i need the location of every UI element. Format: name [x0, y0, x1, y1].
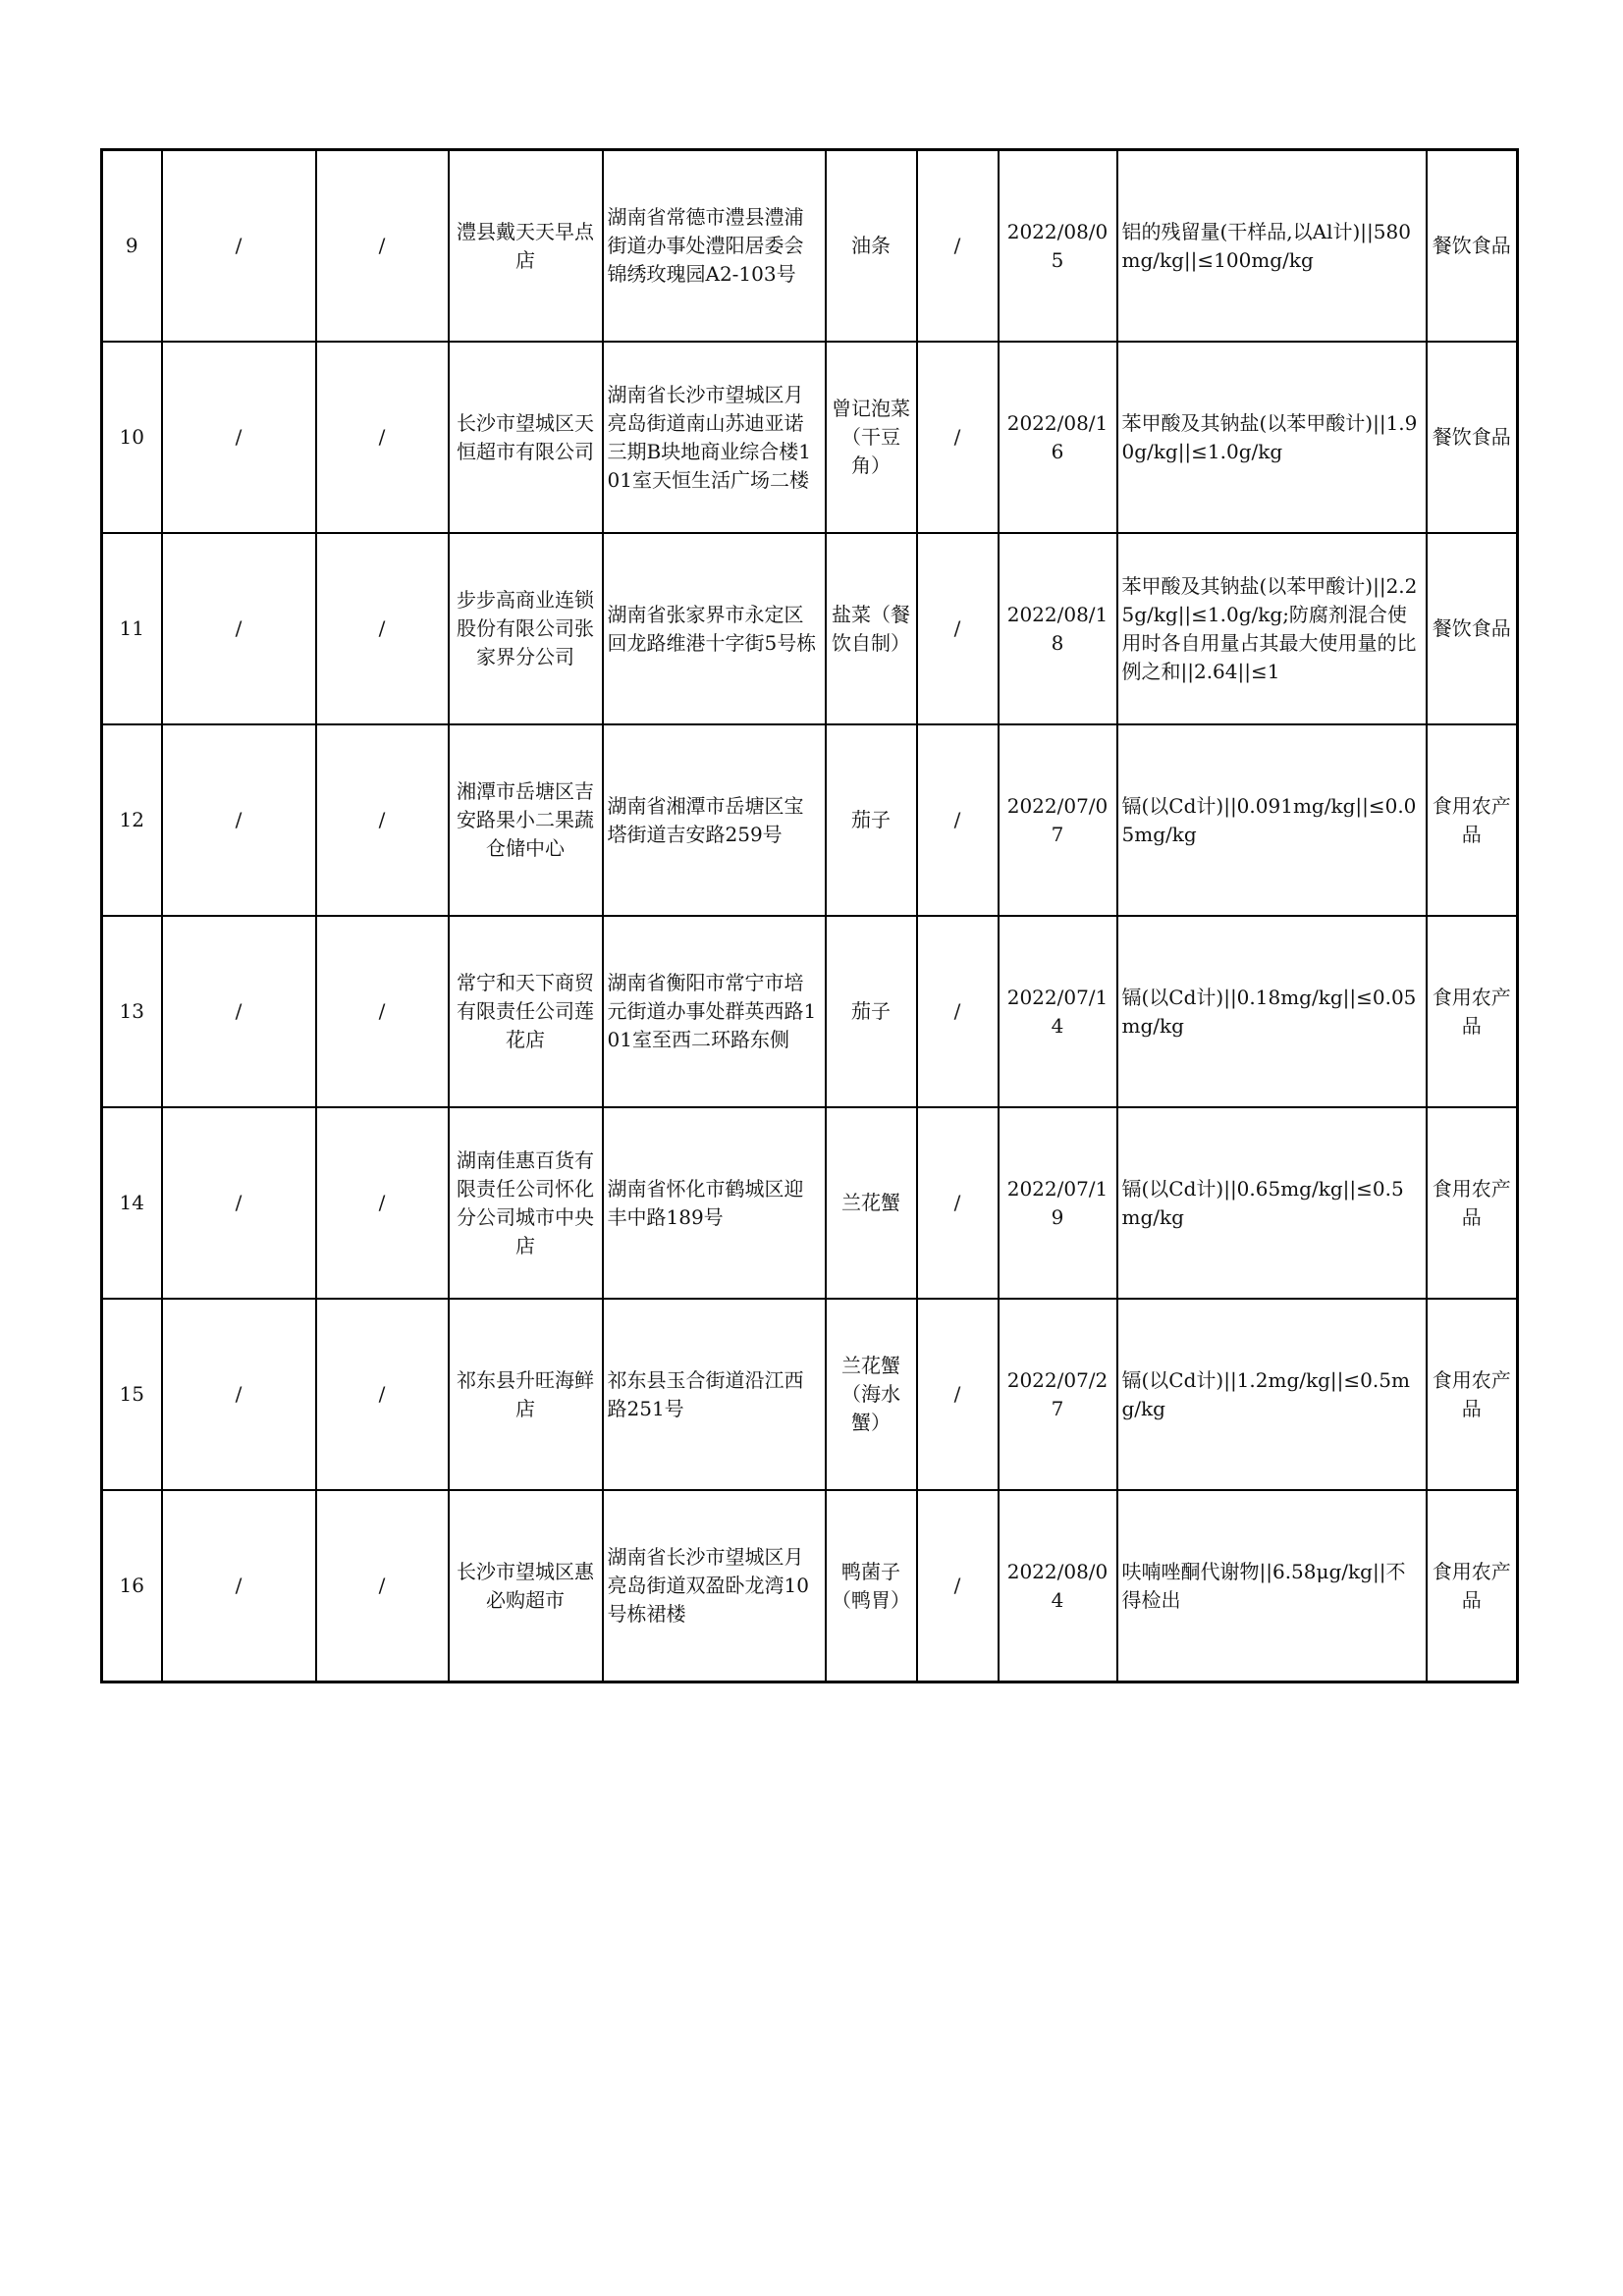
- empty-cell: [162, 916, 316, 1107]
- sample-name: [826, 916, 917, 1107]
- sample-name-text: 曾记泡菜（干豆角）: [832, 397, 910, 477]
- food-category: [1427, 533, 1518, 724]
- company-address-text: 湖南省衡阳市常宁市培元街道办事处群英西路101室至西二环路东侧: [607, 971, 817, 1051]
- food-category-text: 食用农产品: [1432, 1559, 1511, 1612]
- sample-name: [826, 150, 917, 343]
- company-address-text: 湖南省怀化市鹤城区迎丰中路189号: [607, 1176, 804, 1229]
- row-number-text: 15: [119, 1382, 144, 1406]
- empty-cell-text: /: [235, 616, 243, 640]
- spec-cell: [917, 1107, 999, 1299]
- sample-name: [826, 342, 917, 533]
- company-address-text: 湖南省张家界市永定区回龙路维港十字街5号栋: [607, 602, 817, 655]
- table-row: [102, 1490, 1518, 1682]
- empty-cell: [162, 724, 316, 916]
- company-address: [603, 1107, 826, 1299]
- company-address: [603, 1490, 826, 1682]
- row-number-text: 12: [119, 808, 144, 831]
- production-date-text: 2022/07/14: [1006, 985, 1109, 1038]
- spec-cell: [917, 533, 999, 724]
- company-address: [603, 724, 826, 916]
- company-name: [449, 342, 603, 533]
- empty-cell-text: /: [235, 425, 243, 449]
- empty-cell-text: /: [378, 234, 386, 257]
- company-name-text: 祁东县升旺海鲜店: [457, 1367, 594, 1420]
- row-number-text: 9: [125, 234, 138, 257]
- company-name: [449, 533, 603, 724]
- empty-cell: [316, 1490, 449, 1682]
- table-row: [102, 1107, 1518, 1299]
- inspection-result: [1117, 1107, 1427, 1299]
- spec-cell-text: /: [953, 999, 961, 1023]
- sample-name: [826, 1299, 917, 1490]
- empty-cell: [316, 916, 449, 1107]
- empty-cell-text: /: [378, 808, 386, 831]
- empty-cell-text: /: [235, 234, 243, 257]
- production-date-text: 2022/08/18: [1006, 602, 1109, 655]
- empty-cell: [316, 342, 449, 533]
- food-category-text: 餐饮食品: [1432, 425, 1511, 449]
- empty-cell-text: /: [235, 808, 243, 831]
- row-number-text: 16: [119, 1574, 144, 1597]
- row-number: [102, 533, 162, 724]
- company-address: [603, 342, 826, 533]
- inspection-result: [1117, 533, 1427, 724]
- sample-name-text: 茄子: [851, 808, 891, 831]
- food-category-text: 餐饮食品: [1432, 616, 1511, 640]
- row-number-text: 10: [119, 425, 144, 449]
- spec-cell: [917, 1299, 999, 1490]
- company-address: [603, 533, 826, 724]
- inspection-result-text: 苯甲酸及其钠盐(以苯甲酸计)||2.25g/kg||≤1.0g/kg;防腐剂混合使用时各自用量占其最大使用量的比例之和||2.64||≤1: [1121, 573, 1418, 683]
- inspection-results-table: [100, 148, 1519, 1683]
- spec-cell: [917, 150, 999, 343]
- sample-name: [826, 1107, 917, 1299]
- food-category: [1427, 342, 1518, 533]
- production-date: [999, 1299, 1117, 1490]
- company-address-text: 湖南省常德市澧县澧浦街道办事处澧阳居委会锦绣玫瑰园A2-103号: [607, 205, 804, 286]
- sample-name: [826, 1490, 917, 1682]
- empty-cell-text: /: [235, 1382, 243, 1406]
- sample-name-text: 盐菜（餐饮自制）: [832, 602, 910, 655]
- row-number: [102, 342, 162, 533]
- company-name-text: 常宁和天下商贸有限责任公司莲花店: [457, 971, 594, 1051]
- spec-cell-text: /: [953, 808, 961, 831]
- sample-name-text: 兰花蟹: [841, 1191, 900, 1214]
- company-name: [449, 1299, 603, 1490]
- company-address-text: 湖南省长沙市望城区月亮岛街道南山苏迪亚诺三期B块地商业综合楼101室天恒生活广场二楼: [607, 382, 811, 492]
- food-category-text: 食用农产品: [1432, 793, 1511, 846]
- company-address: [603, 916, 826, 1107]
- empty-cell: [162, 1107, 316, 1299]
- empty-cell-text: /: [378, 999, 386, 1023]
- sample-name-text: 兰花蟹（海水蟹）: [841, 1354, 900, 1434]
- food-category-text: 食用农产品: [1432, 1367, 1511, 1420]
- production-date: [999, 916, 1117, 1107]
- spec-cell-text: /: [953, 1191, 961, 1214]
- company-address: [603, 1299, 826, 1490]
- inspection-result-text: 苯甲酸及其钠盐(以苯甲酸计)||1.90g/kg||≤1.0g/kg: [1121, 410, 1418, 463]
- company-name: [449, 724, 603, 916]
- food-category: [1427, 724, 1518, 916]
- inspection-result: [1117, 1490, 1427, 1682]
- inspection-result: [1117, 916, 1427, 1107]
- inspection-result-text: 镉(以Cd计)||0.65mg/kg||≤0.5mg/kg: [1121, 1176, 1404, 1229]
- company-name-text: 湖南佳惠百货有限责任公司怀化分公司城市中央店: [457, 1148, 594, 1257]
- empty-cell-text: /: [378, 425, 386, 449]
- sample-name: [826, 533, 917, 724]
- row-number: [102, 150, 162, 343]
- food-category-text: 餐饮食品: [1432, 234, 1511, 257]
- row-number-text: 11: [119, 616, 144, 640]
- inspection-result: [1117, 724, 1427, 916]
- spec-cell: [917, 342, 999, 533]
- inspection-result: [1117, 1299, 1427, 1490]
- company-address-text: 湖南省长沙市望城区月亮岛街道双盈卧龙湾10号栋裙楼: [607, 1545, 809, 1626]
- inspection-result-text: 镉(以Cd计)||0.18mg/kg||≤0.05mg/kg: [1121, 985, 1417, 1038]
- inspection-result: [1117, 342, 1427, 533]
- food-category: [1427, 150, 1518, 343]
- empty-cell: [162, 533, 316, 724]
- table-row: [102, 724, 1518, 916]
- company-name: [449, 1490, 603, 1682]
- empty-cell-text: /: [378, 1382, 386, 1406]
- spec-cell: [917, 1490, 999, 1682]
- production-date-text: 2022/08/04: [1006, 1559, 1109, 1612]
- inspection-result-text: 呋喃唑酮代谢物||6.58μg/kg||不得检出: [1121, 1559, 1406, 1612]
- production-date-text: 2022/07/07: [1006, 793, 1109, 846]
- company-name: [449, 916, 603, 1107]
- production-date: [999, 1107, 1117, 1299]
- production-date: [999, 150, 1117, 343]
- table-row: [102, 916, 1518, 1107]
- empty-cell: [316, 724, 449, 916]
- empty-cell-text: /: [378, 1574, 386, 1597]
- production-date: [999, 1490, 1117, 1682]
- food-category: [1427, 1107, 1518, 1299]
- row-number: [102, 1299, 162, 1490]
- production-date-text: 2022/07/19: [1006, 1176, 1109, 1229]
- company-address-text: 湖南省湘潭市岳塘区宝塔街道吉安路259号: [607, 793, 804, 846]
- table-row: [102, 1299, 1518, 1490]
- spec-cell: [917, 724, 999, 916]
- row-number: [102, 1107, 162, 1299]
- row-number: [102, 724, 162, 916]
- table-row: [102, 342, 1518, 533]
- production-date: [999, 342, 1117, 533]
- inspection-result: [1117, 150, 1427, 343]
- company-name: [449, 150, 603, 343]
- sample-name-text: 茄子: [851, 999, 891, 1023]
- company-address-text: 祁东县玉合街道沿江西路251号: [607, 1367, 804, 1420]
- empty-cell-text: /: [378, 1191, 386, 1214]
- company-name: [449, 1107, 603, 1299]
- empty-cell: [162, 342, 316, 533]
- spec-cell-text: /: [953, 1574, 961, 1597]
- empty-cell-text: /: [378, 616, 386, 640]
- spec-cell: [917, 916, 999, 1107]
- inspection-result-text: 镉(以Cd计)||0.091mg/kg||≤0.05mg/kg: [1121, 793, 1417, 846]
- food-category: [1427, 1490, 1518, 1682]
- table-body: [102, 150, 1518, 1682]
- production-date-text: 2022/08/16: [1006, 410, 1109, 463]
- empty-cell: [316, 1107, 449, 1299]
- empty-cell: [162, 1490, 316, 1682]
- spec-cell-text: /: [953, 425, 961, 449]
- production-date: [999, 724, 1117, 916]
- empty-cell: [162, 150, 316, 343]
- table-row: [102, 533, 1518, 724]
- inspection-result-text: 镉(以Cd计)||1.2mg/kg||≤0.5mg/kg: [1121, 1367, 1410, 1420]
- food-category: [1427, 916, 1518, 1107]
- company-name-text: 步步高商业连锁股份有限公司张家界分公司: [457, 588, 594, 668]
- food-category-text: 食用农产品: [1432, 1176, 1511, 1229]
- spec-cell-text: /: [953, 616, 961, 640]
- empty-cell-text: /: [235, 1574, 243, 1597]
- sample-name-text: 鸭菌子（鸭胃）: [832, 1559, 910, 1612]
- empty-cell: [316, 150, 449, 343]
- row-number-text: 14: [119, 1191, 144, 1214]
- sample-name-text: 油条: [851, 234, 891, 257]
- row-number: [102, 1490, 162, 1682]
- production-date: [999, 533, 1117, 724]
- company-name-text: 长沙市望城区天恒超市有限公司: [457, 410, 594, 463]
- empty-cell-text: /: [235, 999, 243, 1023]
- company-address: [603, 150, 826, 343]
- sample-name: [826, 724, 917, 916]
- company-name-text: 湘潭市岳塘区吉安路果小二果蔬仓储中心: [457, 779, 594, 860]
- empty-cell: [316, 1299, 449, 1490]
- inspection-result-text: 铝的残留量(干样品,以Al计)||580mg/kg||≤100mg/kg: [1121, 219, 1411, 272]
- table-row: [102, 150, 1518, 343]
- row-number-text: 13: [119, 999, 144, 1023]
- empty-cell: [162, 1299, 316, 1490]
- spec-cell-text: /: [953, 234, 961, 257]
- food-category: [1427, 1299, 1518, 1490]
- spec-cell-text: /: [953, 1382, 961, 1406]
- empty-cell: [316, 533, 449, 724]
- row-number: [102, 916, 162, 1107]
- production-date-text: 2022/08/05: [1006, 219, 1109, 272]
- company-name-text: 澧县戴天天早点店: [457, 219, 594, 272]
- empty-cell-text: /: [235, 1191, 243, 1214]
- production-date-text: 2022/07/27: [1006, 1367, 1109, 1420]
- food-category-text: 食用农产品: [1432, 985, 1511, 1038]
- company-name-text: 长沙市望城区惠必购超市: [457, 1559, 594, 1612]
